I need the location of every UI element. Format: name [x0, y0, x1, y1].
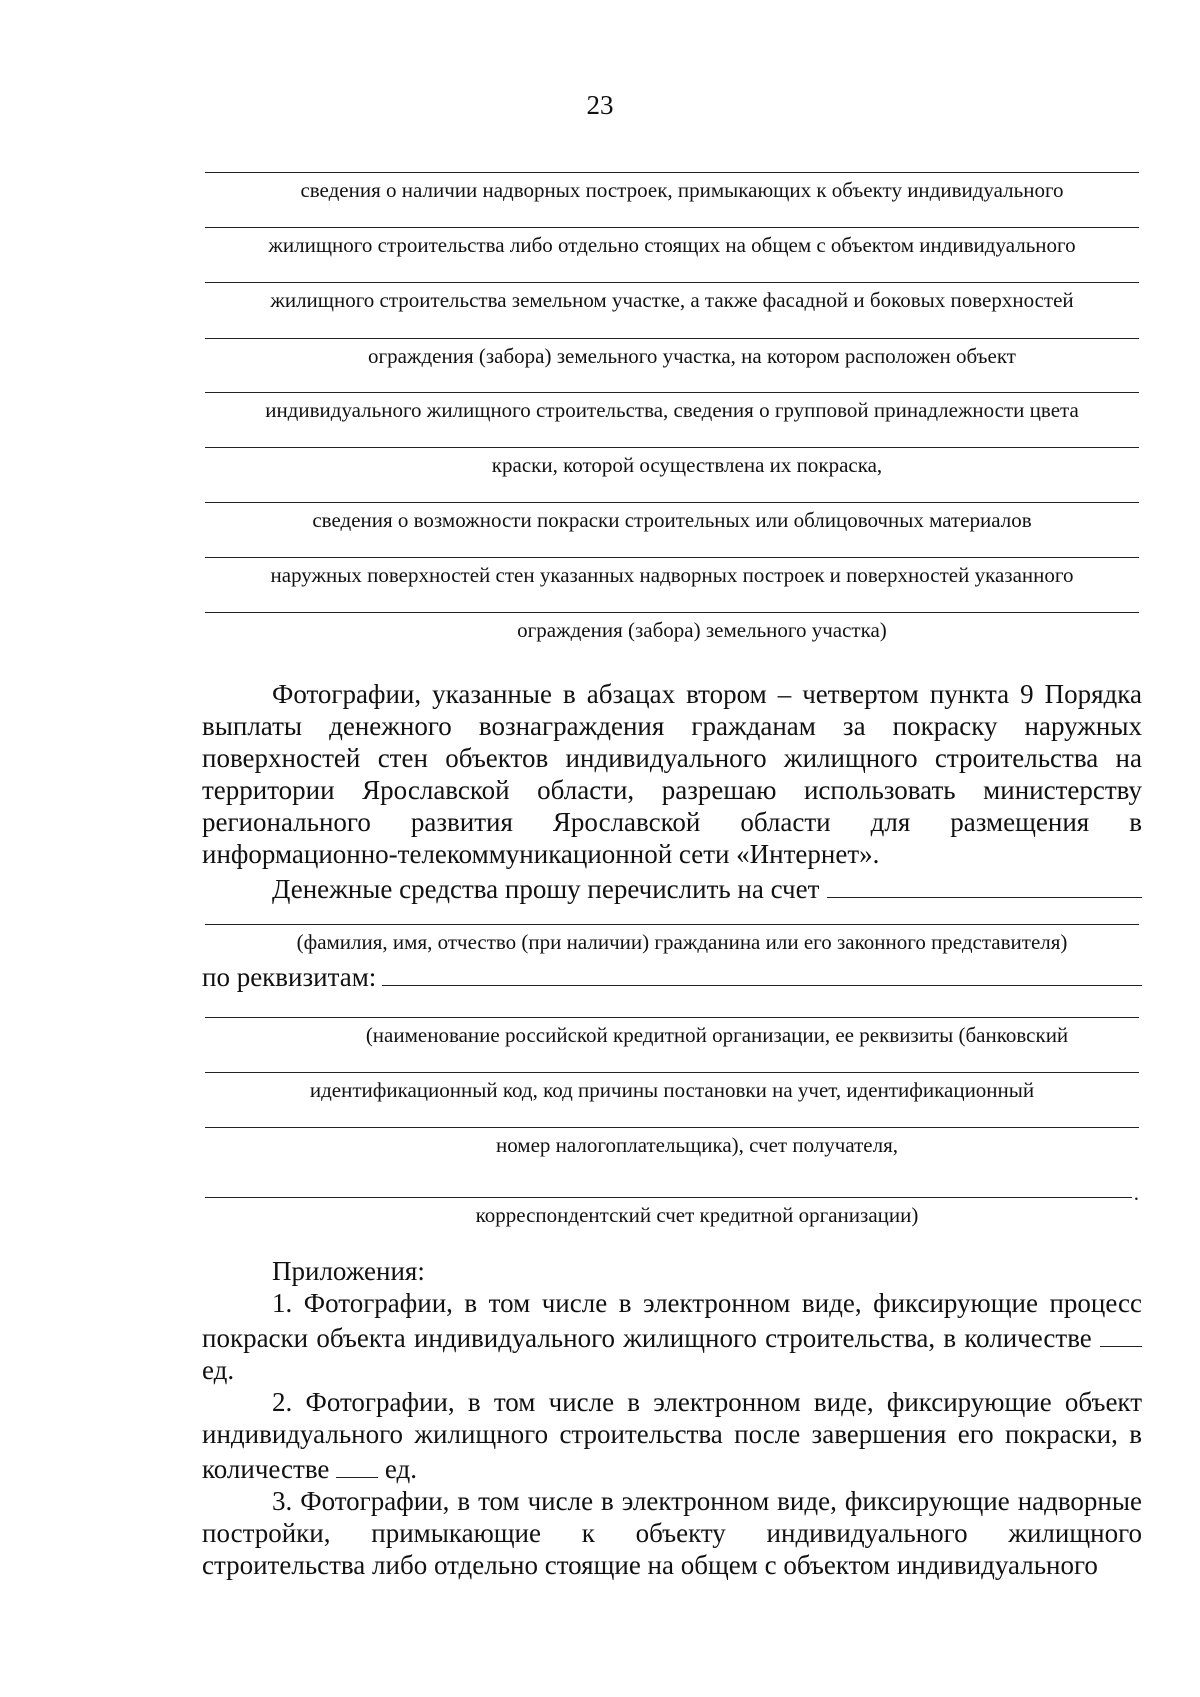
ruled-field-bank-2 [205, 1072, 1139, 1103]
blank-line[interactable] [205, 1017, 1139, 1018]
ruled-field-buildings-3 [205, 282, 1139, 313]
attachments-title: Приложения: [272, 1256, 425, 1286]
requisites-line [202, 958, 1142, 993]
unit-label: ед. [384, 1454, 418, 1484]
field-caption: жилищного строительства земельном участке, а также фасадной и боковых поверхностей [270, 288, 1074, 312]
quantity-input[interactable] [1100, 1319, 1142, 1347]
ruled-field-buildings-2 [205, 227, 1139, 258]
field-caption: корреспондентский счет кредитной организации) [475, 1203, 919, 1227]
field-caption: (фамилия, имя, отчество (при наличии) гражданина или его законного представителя) [296, 930, 1068, 954]
attachment-text: 3. Фотографии, в том числе в электронном виде, фиксирующие надворные постройки, примыкающие к объекту индивидуального жилищного строительства либо отдельно стоящие на общем с объектом индивидуального [202, 1486, 1142, 1580]
attachment-text: 1. Фотографии, в том числе в электронном виде, фиксирующие процесс покраски объекта индивидуального жилищного строительства, в количестве [202, 1288, 1142, 1353]
quantity-input[interactable] [336, 1450, 378, 1478]
money-request-text: Денежные средства прошу перечислить на счет [272, 874, 820, 904]
field-caption: номер налогоплательщика), счет получателя, [495, 1133, 899, 1157]
field-caption: индивидуального жилищного строительства, сведения о групповой принадлежности цвета [265, 398, 1079, 422]
photo-consent-text: Фотографии, указанные в абзацах втором – четвертом пункта 9 Порядка выплаты денежного вознаграждения гражданам за покраску наружных поверхностей стен объектов индивидуального жилищного строительства на территории Ярославской области, разрешаю использовать министерству регионального развития Ярославской области для размещения в информационно-телекоммуникационной сети «Интернет». [202, 679, 1142, 869]
ruled-field-bank-1 [205, 1017, 1139, 1048]
blank-line[interactable] [205, 1072, 1139, 1073]
field-caption: идентификационный код, код причины постановки на учет, идентификационный [309, 1078, 1035, 1102]
blank-line[interactable] [205, 338, 1139, 339]
blank-line[interactable] [205, 924, 1139, 925]
blank-line[interactable] [205, 227, 1139, 228]
ruled-field-fence-2 [205, 392, 1139, 423]
page-number: 23 [586, 90, 614, 120]
blank-line[interactable] [205, 172, 1139, 173]
attachment-text: 2. Фотографии, в том числе в электронном виде, фиксирующие объект индивидуального жилищного строительства после завершения его покраски, в количестве [202, 1387, 1142, 1484]
field-caption: ограждения (забора) земельного участка) [517, 618, 887, 642]
ruled-field-materials-3 [205, 612, 1139, 643]
field-caption: (наименование российской кредитной организации, ее реквизиты (банковский [365, 1023, 1069, 1047]
field-caption: ограждения (забора) земельного участка, на котором расположен объект [368, 344, 1016, 368]
blank-line[interactable] [205, 392, 1139, 393]
blank-line[interactable] [205, 1127, 1139, 1128]
ruled-field-bank-4 [205, 1181, 1139, 1228]
ruled-field-fence-1 [205, 338, 1139, 369]
blank-line[interactable] [205, 612, 1139, 613]
money-request-line [202, 870, 1142, 905]
blank-line[interactable] [205, 1197, 1132, 1198]
ruled-field-materials-2 [205, 557, 1139, 588]
attachment-item-1 [202, 1287, 1142, 1386]
ruled-field-paint-color [205, 447, 1139, 478]
end-period: . [1133, 1181, 1139, 1205]
field-caption: сведения о наличии надворных построек, примыкающих к объекту индивидуального [300, 178, 1064, 202]
requisites-input[interactable] [382, 958, 1142, 986]
requisites-label: по реквизитам: [202, 962, 377, 992]
attachment-item-3 [202, 1485, 1142, 1581]
ruled-field-bank-3 [205, 1127, 1139, 1158]
ruled-field-recipient-name [205, 924, 1139, 955]
field-caption: жилищного строительства либо отдельно стоящих на общем с объектом индивидуального [268, 233, 1076, 257]
blank-line[interactable] [205, 557, 1139, 558]
ruled-field-buildings-1 [205, 172, 1139, 203]
field-caption: сведения о возможности покраски строительных или облицовочных материалов [312, 508, 1032, 532]
blank-line[interactable] [205, 282, 1139, 283]
blank-line[interactable] [205, 447, 1139, 448]
ruled-field-materials-1 [205, 502, 1139, 533]
field-caption: наружных поверхностей стен указанных надворных построек и поверхностей указанного [270, 563, 1074, 587]
field-caption: краски, которой осуществлена их покраска, [491, 453, 883, 477]
account-input[interactable] [827, 870, 1142, 898]
attachments-section [202, 1255, 1142, 1581]
unit-label: ед. [202, 1355, 235, 1385]
attachment-item-2 [202, 1386, 1142, 1485]
blank-line[interactable] [205, 502, 1139, 503]
photo-consent-paragraph [202, 678, 1142, 905]
